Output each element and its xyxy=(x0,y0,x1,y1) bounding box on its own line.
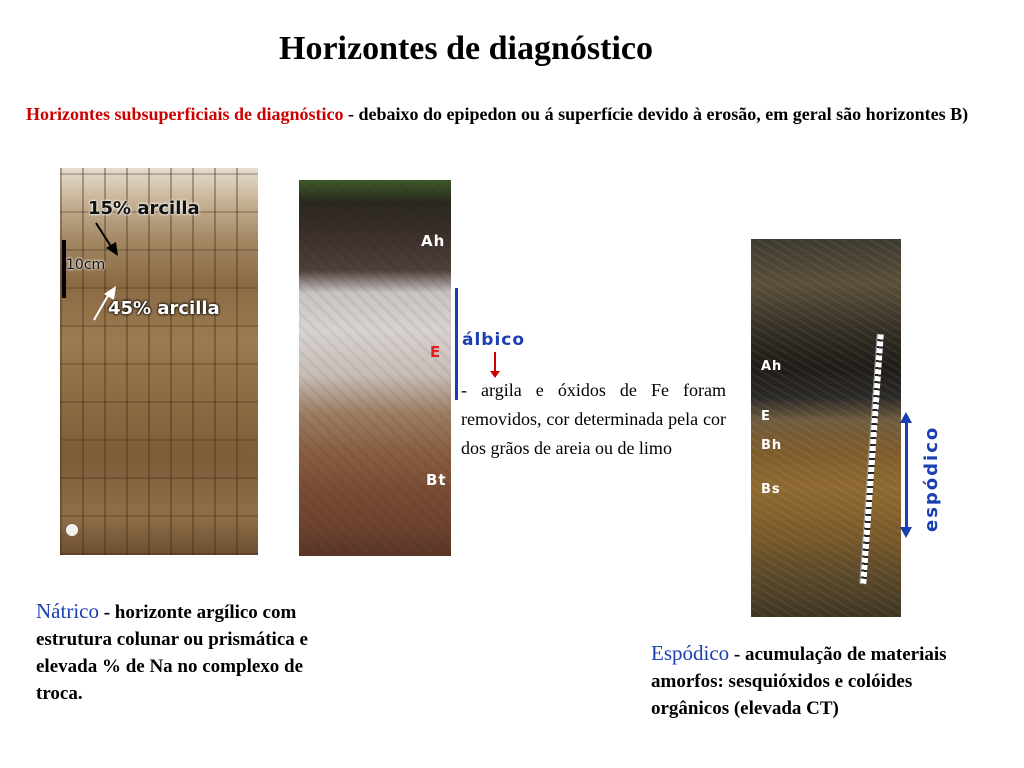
horizon-ah-label: Ah xyxy=(761,359,783,374)
intro-text: - debaixo do epipedon ou á superfície devido à erosão, em geral são horizontes B) xyxy=(343,104,969,124)
espodic-label: espódico xyxy=(921,425,942,532)
horizon-bt-label: Bt xyxy=(426,471,447,489)
marker-dot xyxy=(66,524,78,536)
scale-label: 10cm xyxy=(66,257,106,273)
horizon-ah-label: Ah xyxy=(421,232,446,250)
natric-text: - horizonte argílico com estrutura colunar ou prismática e elevada % de Na no complexo de troca. xyxy=(36,602,308,704)
espodic-term: Espódico xyxy=(651,641,730,665)
horizon-bs-label: Bs xyxy=(761,482,781,497)
horizon-bh-label: Bh xyxy=(761,438,783,453)
albic-soil-photo xyxy=(299,180,451,556)
arrow-icons xyxy=(60,168,258,555)
clay-45-label: 45% arcilla xyxy=(108,298,220,319)
espodic-caption xyxy=(651,640,991,722)
arrow-down-icon xyxy=(900,527,912,538)
espodic-text: - acumulação de materiais amorfos: sesquióxidos e colóides orgânicos (elevada CT) xyxy=(651,644,947,719)
albic-description: - argila e óxidos de Fe foram removidos, cor determinada pela cor dos grãos de areia ou de limo xyxy=(461,380,726,458)
page-title: Horizontes de diagnóstico xyxy=(279,30,653,67)
albic-bracket-line xyxy=(455,288,458,400)
natric-caption xyxy=(36,598,336,707)
horizon-e-label: E xyxy=(761,409,771,424)
arrow-down-icon xyxy=(494,352,496,372)
albic-label: álbico xyxy=(462,330,526,350)
horizon-e-label: E xyxy=(430,343,442,361)
measuring-ruler xyxy=(859,334,883,584)
intro-highlight: Horizontes subsuperficiais de diagnóstico xyxy=(26,104,344,124)
espodic-bracket-line xyxy=(905,420,908,530)
clay-15-label: 15% arcilla xyxy=(88,198,200,219)
spodic-soil-photo xyxy=(751,239,901,617)
natric-soil-photo xyxy=(60,168,258,555)
natric-term: Nátrico xyxy=(36,599,99,623)
intro-paragraph xyxy=(26,100,982,128)
